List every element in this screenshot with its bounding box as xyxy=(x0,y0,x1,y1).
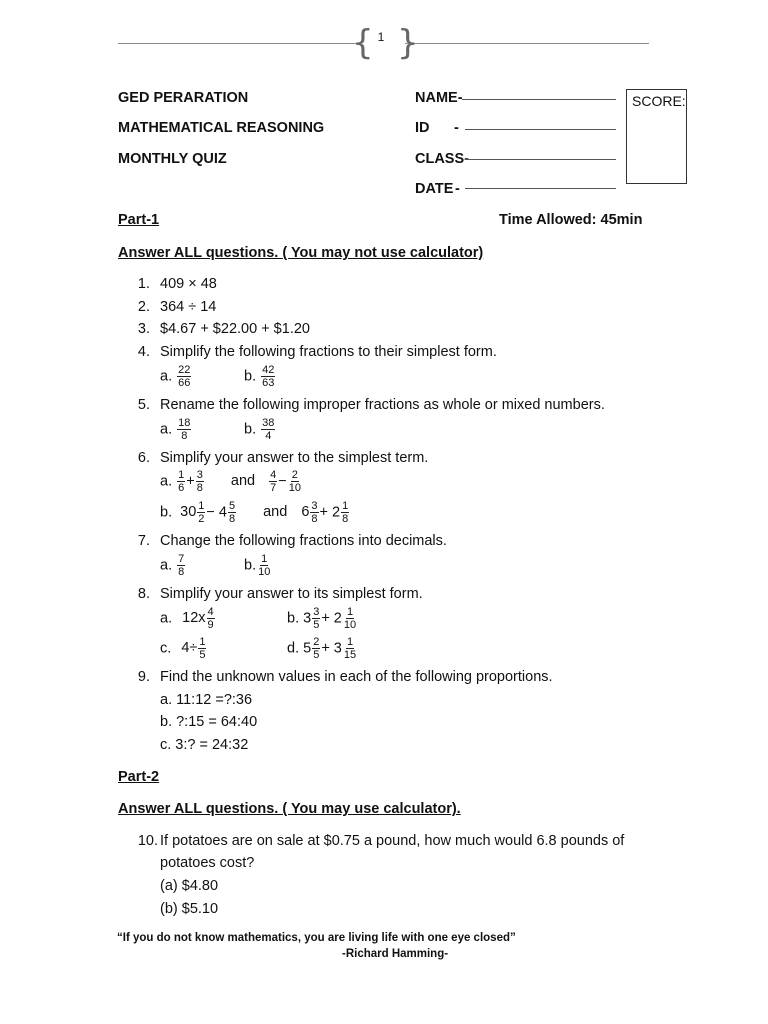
q1-text: 409 × 48 xyxy=(160,276,217,292)
fraction: $\frac{22}{66}$ xyxy=(178,364,191,389)
date-label: DATE xyxy=(415,181,454,197)
id-field[interactable] xyxy=(465,129,616,130)
score-label: SCORE: xyxy=(632,93,686,109)
q6-number: 6. xyxy=(137,450,150,466)
fraction: $\frac{42}{63}$ xyxy=(262,364,275,389)
q9-number: 9. xyxy=(137,669,150,685)
q4-number: 4. xyxy=(137,344,150,360)
class-label: CLASS- xyxy=(415,151,469,167)
q7-text: Change the following fractions into decimals. xyxy=(160,533,447,549)
q9-part-c: c. 3:? = 24:32 xyxy=(160,737,249,753)
part1-title: Part-1 xyxy=(118,212,160,228)
header-rule-left xyxy=(118,43,358,44)
q6-text: Simplify your answer to the simplest term. xyxy=(160,450,429,466)
q8-part-d: d. 5 $\frac{2}{5}$ + 3 $\frac{1}{15}$ xyxy=(287,636,357,661)
id-label: ID xyxy=(415,120,430,136)
q2-text: 364 ÷ 14 xyxy=(160,299,217,315)
time-allowed: Time Allowed: 45min xyxy=(499,212,643,228)
header-rule-right xyxy=(405,43,649,44)
q2-number: 2. xyxy=(137,299,150,315)
q8-part-a: a. 12x $\frac{4}{9}$ xyxy=(160,606,214,631)
q8-number: 8. xyxy=(137,586,150,602)
q6-part-a: a. $\frac{1}{6}$ + $\frac{3}{8}$ and $\frac{4}{7}$ − $\frac{2}{10}$ xyxy=(160,469,301,494)
q10-text-line1: If potatoes are on sale at $0.75 a pound, how much would 6.8 pounds of xyxy=(160,833,625,849)
q8-text: Simplify your answer to its simplest form. xyxy=(160,586,423,602)
score-box[interactable] xyxy=(626,89,687,184)
header-title-2: MATHEMATICAL REASONING xyxy=(118,120,325,136)
q5-text: Rename the following improper fractions as whole or mixed numbers. xyxy=(160,397,605,413)
footer-author: -Richard Hamming- xyxy=(342,948,449,960)
q7-number: 7. xyxy=(137,533,150,549)
id-dash: - xyxy=(454,120,459,136)
q10-option-a: (a) $4.80 xyxy=(160,878,219,894)
right-brace-ornament: } xyxy=(397,23,419,63)
q5-part-a: a. $\frac{18}{8}$ xyxy=(160,417,191,442)
left-brace-ornament: { xyxy=(352,23,374,63)
page-number: 1 xyxy=(377,30,385,44)
q4-part-b: b. $\frac{42}{63}$ xyxy=(244,364,275,389)
q5-part-b: b. $\frac{38}{4}$ xyxy=(244,417,275,442)
q10-option-b: (b) $5.10 xyxy=(160,901,219,917)
q6-part-b: b. 30 $\frac{1}{2}$ − 4 $\frac{5}{8}$ and 6 $\frac{3}{8}$ + 2 $\frac{1}{8}$ xyxy=(160,500,349,525)
q3-text: $4.67 + $22.00 + $1.20 xyxy=(160,321,310,337)
header-title-1: GED PERARATION xyxy=(118,90,249,106)
q9-text: Find the unknown values in each of the following proportions. xyxy=(160,669,553,685)
q9-part-a: a. 11:12 =?:36 xyxy=(160,692,253,708)
name-field[interactable] xyxy=(462,99,616,100)
date-dash: - xyxy=(455,181,460,197)
q1-number: 1. xyxy=(137,276,150,292)
part2-title: Part-2 xyxy=(118,769,160,785)
q4-part-a: a. $\frac{22}{66}$ xyxy=(160,364,191,389)
q4-text: Simplify the following fractions to their simplest form. xyxy=(160,344,497,360)
part1-instruction: Answer ALL questions. ( You may not use calculator) xyxy=(118,245,484,261)
q10-number: 10. xyxy=(137,833,158,849)
q9-part-b: b. ?:15 = 64:40 xyxy=(160,714,258,730)
q3-number: 3. xyxy=(137,321,150,337)
q8-part-c: c. 4÷ $\frac{1}{5}$ xyxy=(160,636,206,661)
date-field[interactable] xyxy=(465,188,616,189)
footer-quote: “If you do not know mathematics, you are living life with one eye closed” xyxy=(117,932,516,944)
q5-number: 5. xyxy=(137,397,150,413)
header-title-3: MONTHLY QUIZ xyxy=(118,151,227,167)
part2-instruction: Answer ALL questions. ( You may use calculator). xyxy=(118,801,461,817)
name-label: NAME- xyxy=(415,90,463,106)
q8-part-b: b. 3 $\frac{3}{5}$ + 2 $\frac{1}{10}$ xyxy=(287,606,357,631)
q7-part-b: b. $\frac{1}{10}$ xyxy=(244,553,271,578)
q7-part-a: a. $\frac{7}{8}$ xyxy=(160,553,185,578)
class-field[interactable] xyxy=(465,159,616,160)
q10-text-line2: potatoes cost? xyxy=(160,855,255,871)
